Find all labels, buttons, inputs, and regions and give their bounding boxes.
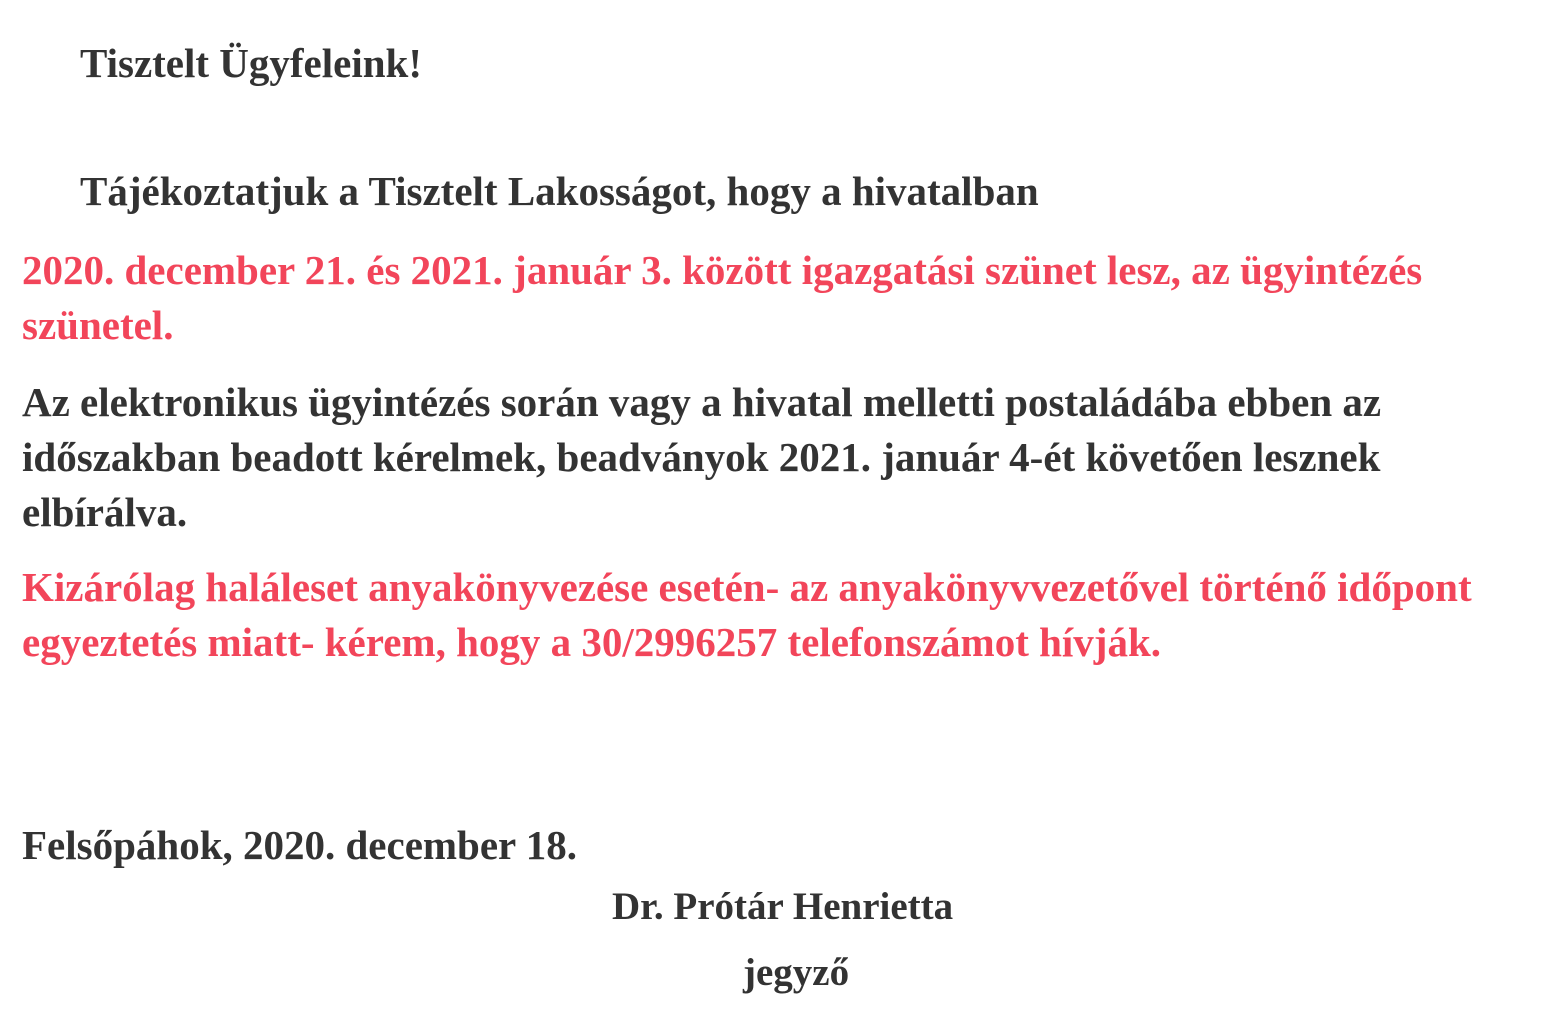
death-registration-notice: Kizárólag haláleset anyakönyvezése esetén- az anyakönyvvezetővel történő időpont egyeztetés miatt- kérem, hogy a 30/2996257 telefonszámot hívják. (22, 564, 1472, 665)
signer-title: jegyző (743, 951, 850, 994)
greeting: Tisztelt Ügyfeleink! (80, 40, 422, 86)
signer-name: Dr. Prótár Henrietta (612, 885, 954, 928)
electronic-submission-notice: Az elektronikus ügyintézés során vagy a hivatal melletti postaládába ebben az időszakban beadott kérelmek, beadványok 2021. január 4-ét követően lesznek elbírálva. (22, 379, 1382, 535)
intro-text: Tájékoztatjuk a Tisztelt Lakosságot, hogy a hivatalban (80, 168, 1039, 214)
closure-notice: 2020. december 21. és 2021. január 3. között igazgatási szünet lesz, az ügyintézés szünetel. (22, 247, 1423, 348)
place-and-date: Felsőpáhok, 2020. december 18. (22, 822, 578, 868)
